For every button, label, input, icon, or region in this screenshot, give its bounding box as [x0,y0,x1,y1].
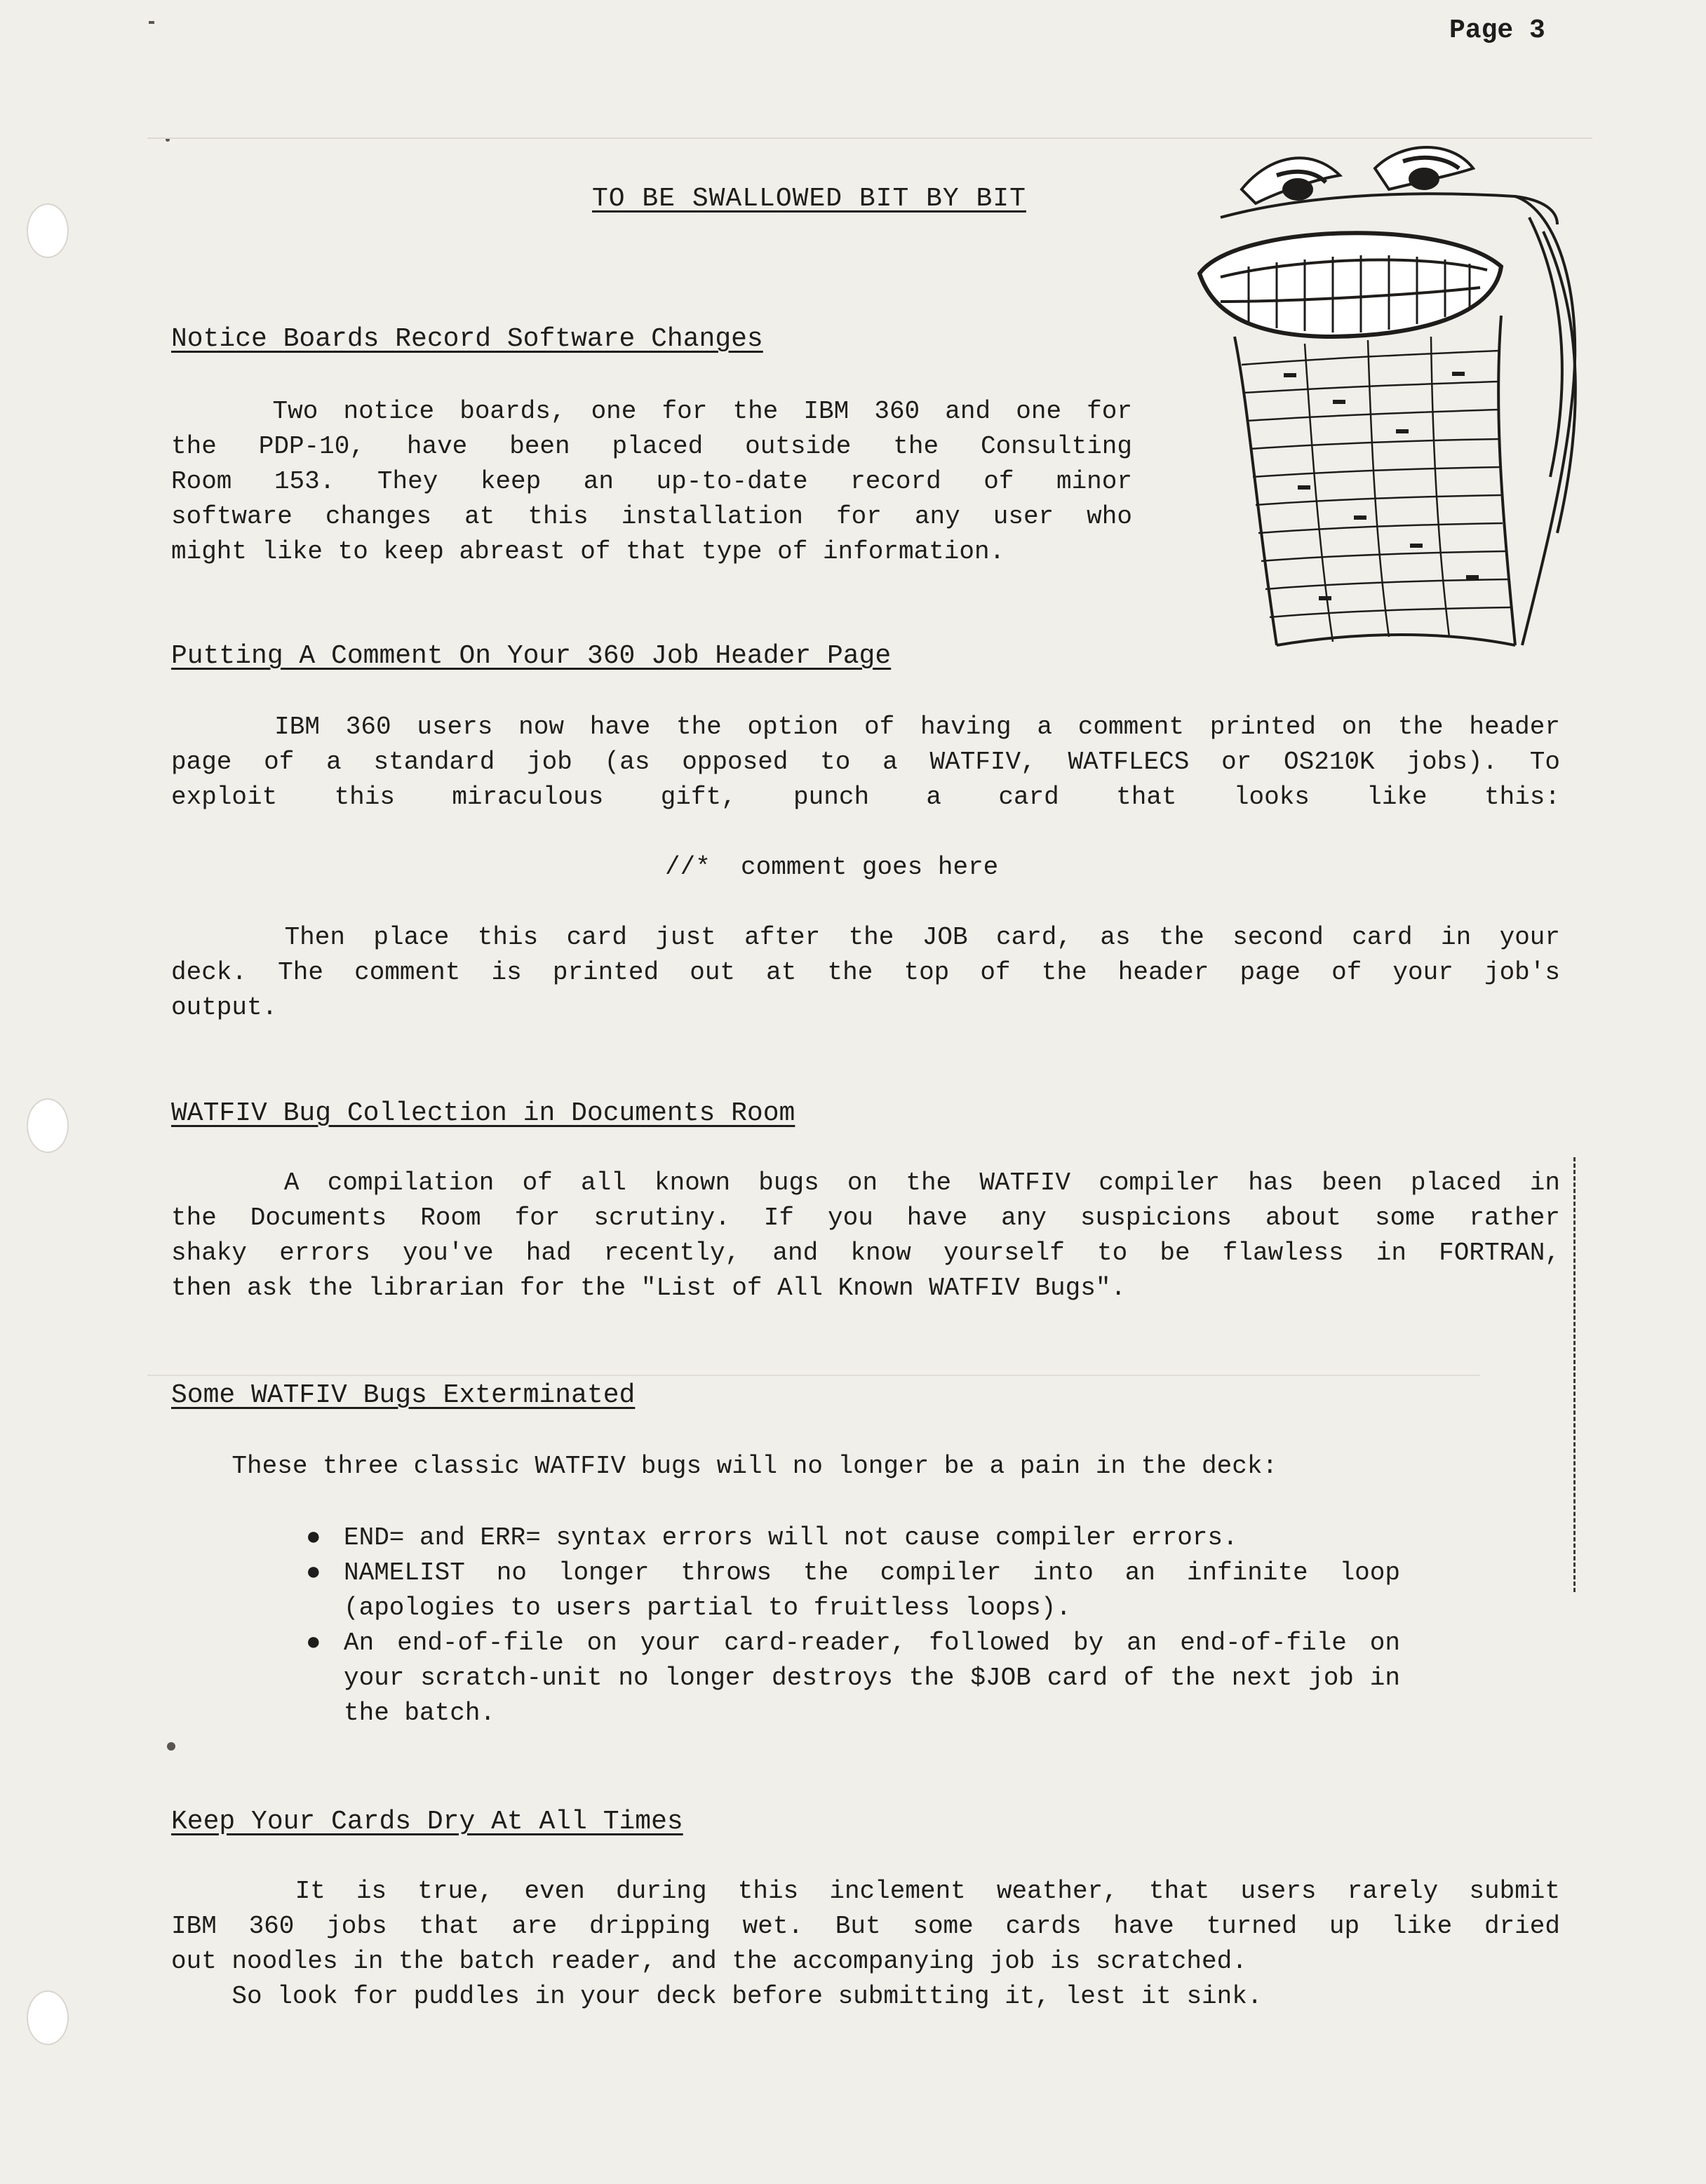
list-item-text: END= and ERR= syntax errors will not cause compiler errors. [344,1523,1238,1552]
paragraph-line: Then place this card just after the JOB card, as the second card in your [171,923,1561,952]
page-title: TO BE SWALLOWED BIT BY BIT [592,184,1026,214]
list-item-text: NAMELIST no longer throws the compiler into an infinite loop (apologies to users partial to fruitless loops). [344,1558,1400,1622]
paragraph-line: A compilation of all known bugs on the WATFIV compiler has been placed in [171,1168,1560,1197]
paragraph-line: IBM 360 users now have the option of having a comment printed on the header [171,713,1560,741]
list-item [306,1521,1400,1556]
paper-speck [167,1742,175,1751]
paragraph-line: might like to keep abreast of that type of information. [171,537,1005,566]
binder-hole-middle [27,1098,69,1153]
paragraph-line: the Documents Room for scrutiny. If you have any suspicions about some rather [171,1204,1560,1232]
paragraph-line: shaky errors you've had recently, and know yourself to be flawless in FORTRAN, [171,1239,1560,1267]
margin-dashed-line [1571,1157,1576,1592]
paragraph-line: Room 153. They keep an up-to-date record of minor [171,467,1132,496]
section-intro: These three classic WATFIV bugs will no longer be a pain in the deck: [171,1452,1278,1481]
section-heading-bug-collection: WATFIV Bug Collection in Documents Room [171,1098,795,1128]
section-heading-cards-dry: Keep Your Cards Dry At All Times [171,1807,683,1837]
section-heading-bugs-exterminated: Some WATFIV Bugs Exterminated [171,1380,636,1410]
paragraph-line: IBM 360 jobs that are dripping wet. But some cards have turned up like dried [171,1912,1560,1941]
paragraph-line: output. [171,993,278,1022]
paragraph-line: deck. The comment is printed out at the top of the header page of your job's [171,958,1560,987]
section-heading-job-header-comment: Putting A Comment On Your 360 Job Header Page [171,641,892,671]
list-item [306,1556,1400,1626]
bullet-dot-icon: ● [306,1523,321,1552]
card-example-line: //* comment goes here [665,853,999,882]
paragraph-line: Two notice boards, one for the IBM 360 and one for [171,397,1132,426]
list-item [306,1626,1400,1731]
page-number: Page 3 [1449,15,1545,46]
binder-hole-bottom [27,1990,69,2045]
paper-speck [149,21,154,24]
section-heading-notice-boards: Notice Boards Record Software Changes [171,324,763,354]
paragraph-line: exploit this miraculous gift, punch a card that looks like this: [171,783,1560,811]
paragraph-line: out noodles in the batch reader, and the accompanying job is scratched. [171,1947,1247,1976]
bug-fix-list [306,1521,1400,1731]
paragraph-line: the PDP-10, have been placed outside the Consulting [171,432,1132,461]
paragraph-line: So look for puddles in your deck before submitting it, lest it sink. [171,1982,1263,2011]
binder-hole-top [27,203,69,258]
grinning-punch-card-stack-icon [1193,112,1592,659]
bullet-dot-icon: ● [306,1629,321,1657]
list-item-text: An end-of-file on your card-reader, followed by an end-of-file on your scratch-unit no longer destroys the $JOB card of the next job in the batch. [344,1629,1400,1727]
bullet-dot-icon: ● [306,1558,321,1587]
paragraph-line: then ask the librarian for the "List of All Known WATFIV Bugs". [171,1274,1127,1302]
paragraph-line: It is true, even during this inclement weather, that users rarely submit [171,1877,1561,1906]
paragraph-line: page of a standard job (as opposed to a WATFIV, WATFLECS or OS210K jobs). To [171,748,1560,776]
paragraph-line: software changes at this installation for any user who [171,502,1132,531]
